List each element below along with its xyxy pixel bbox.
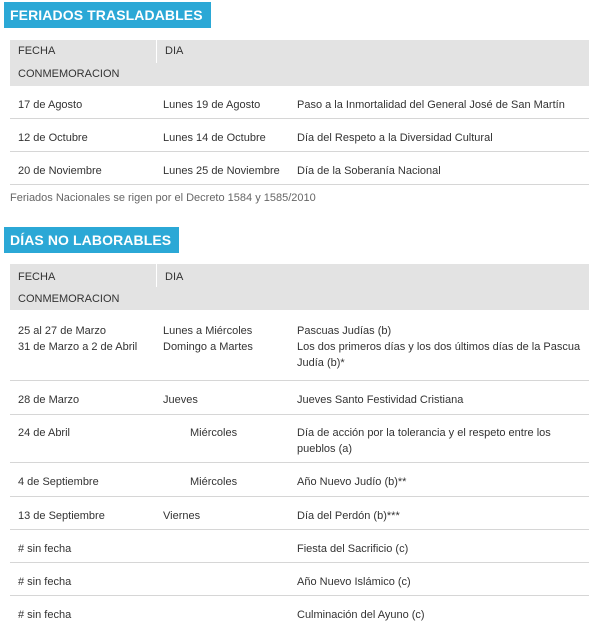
header-fecha: FECHA xyxy=(18,45,56,57)
cell-conmemoracion-2: Los dos primeros días y los dos últimos días de la Pascua Judía (b)* xyxy=(297,341,581,369)
section-title-no-laborables: DÍAS NO LABORABLES xyxy=(4,227,179,253)
cell-fecha: # sin fecha xyxy=(18,543,72,555)
cell-conmemoracion: Día del Perdón (b)*** xyxy=(297,510,400,522)
cell-dia: Viernes xyxy=(163,510,201,522)
feriados-table xyxy=(10,40,589,185)
table-row xyxy=(10,563,589,596)
cell-conmemoracion: Paso a la Inmortalidad del General José de San Martín xyxy=(297,99,565,111)
cell-conmemoracion: Año Nuevo Judío (b)** xyxy=(297,476,407,488)
header-dia: DIA xyxy=(165,45,184,57)
table-header xyxy=(10,40,589,86)
cell-fecha: 28 de Marzo xyxy=(18,394,80,406)
cell-conmemoracion: Jueves Santo Festividad Cristiana xyxy=(297,394,464,406)
table-row xyxy=(10,596,589,628)
cell-conmemoracion: Día del Respeto a la Diversidad Cultural xyxy=(297,132,493,144)
cell-fecha: 13 de Septiembre xyxy=(18,510,105,522)
cell-dia: Jueves xyxy=(163,394,198,406)
header-dia: DIA xyxy=(165,271,184,283)
cell-fecha: # sin fecha xyxy=(18,609,72,621)
table-row xyxy=(10,381,589,415)
cell-fecha: 24 de Abril xyxy=(18,427,70,439)
cell-fecha: 17 de Agosto xyxy=(18,99,83,111)
cell-conmemoracion: Día de la Soberanía Nacional xyxy=(297,165,441,177)
decree-note: Feriados Nacionales se rigen por el Decreto 1584 y 1585/2010 xyxy=(10,192,316,204)
table-row xyxy=(10,86,589,119)
table-row xyxy=(10,119,589,152)
no-laborables-table xyxy=(10,264,589,628)
table-row xyxy=(10,152,589,185)
header-conmemoracion: CONMEMORACION xyxy=(18,68,120,80)
cell-fecha: 4 de Septiembre xyxy=(18,476,99,488)
cell-conmemoracion: Pascuas Judías (b) xyxy=(297,325,392,337)
cell-fecha: 25 al 27 de Marzo xyxy=(18,325,107,337)
cell-conmemoracion: Fiesta del Sacrificio (c) xyxy=(297,543,409,555)
cell-fecha: 12 de Octubre xyxy=(18,132,88,144)
table-row xyxy=(10,497,589,530)
cell-dia: Miércoles xyxy=(190,476,238,488)
table-row xyxy=(10,463,589,497)
table-row xyxy=(10,415,589,463)
cell-dia: Lunes 19 de Agosto xyxy=(163,99,261,111)
cell-conmemoracion: Culminación del Ayuno (c) xyxy=(297,609,425,621)
section-title-feriados: FERIADOS TRASLADABLES xyxy=(4,2,211,28)
cell-conmemoracion: Año Nuevo Islámico (c) xyxy=(297,576,411,588)
table-row xyxy=(10,310,589,381)
table-row xyxy=(10,530,589,563)
cell-dia: Lunes a Miércoles xyxy=(163,325,253,337)
table-header xyxy=(10,264,589,310)
cell-fecha: 20 de Noviembre xyxy=(18,165,102,177)
header-conmemoracion: CONMEMORACION xyxy=(18,293,120,305)
cell-fecha: # sin fecha xyxy=(18,576,72,588)
cell-dia-2: Domingo a Martes xyxy=(163,341,253,353)
cell-dia: Lunes 14 de Octubre xyxy=(163,132,266,144)
cell-dia: Miércoles xyxy=(190,427,238,439)
cell-fecha-2: 31 de Marzo a 2 de Abril xyxy=(18,341,138,353)
cell-dia: Lunes 25 de Noviembre xyxy=(163,165,280,177)
header-fecha: FECHA xyxy=(18,271,56,283)
cell-conmemoracion: Día de acción por la tolerancia y el respeto entre los pueblos (a) xyxy=(297,427,551,455)
